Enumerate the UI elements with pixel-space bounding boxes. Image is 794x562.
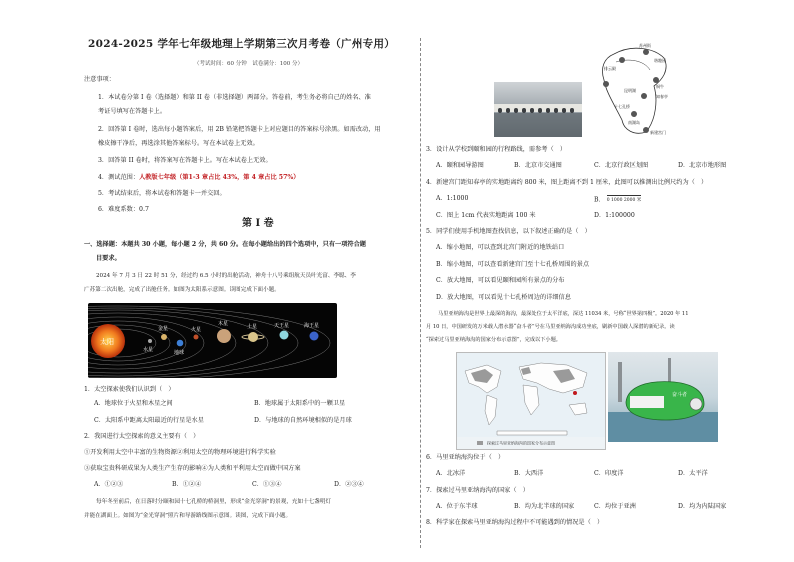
section-instruction: 一、选择题：本题共 30 小题，每小题 2 分，共 60 分。在每小题给出的四个选项中，只有一项符合题 <box>84 241 366 248</box>
note-line: 3．回答第 II 卷时，将答案写在答题卡上。写在本试卷上无效。 <box>98 157 272 164</box>
map-label: 铜牛 <box>656 84 664 89</box>
planet-label: 水星 <box>143 347 154 353</box>
option: C．图上 1cm 代表实地距离 100 米 <box>436 212 536 219</box>
earth-icon <box>177 340 184 347</box>
venus-icon <box>161 334 167 340</box>
note-line: 2．回答第 I 卷时，选出每小题答案后，用 2B 铅笔把答题卡上对应题目的答案标号涂黑。如需改动，用 <box>98 126 381 133</box>
option: C．均位于亚洲 <box>594 503 636 510</box>
option: C．北京行政区划图 <box>594 162 649 169</box>
section-instruction-cont: 目要求。 <box>96 255 121 262</box>
test-scope <box>98 174 299 182</box>
option: B．地球属于太阳系中的一颗卫星 <box>254 400 346 407</box>
mercury-icon <box>148 339 152 343</box>
legend-swatch <box>477 441 483 445</box>
section-heading: 第 I 卷 <box>242 218 274 229</box>
option: B．缩小地图，可以查看新建宫门至十七孔桥周围的景点 <box>436 261 590 268</box>
statement: ①开发利用太空中丰富的生物资源②利用太空的物理环境进行科学实验 <box>84 449 276 456</box>
planet-label: 天王星 <box>274 323 290 329</box>
passage-3-cont: 月 10 日，中国研发的万米载人潜水器“奋斗者”号在马里亚纳海沟成功坐底，刷新中国载人深潜的新纪录。读 <box>426 324 675 330</box>
planet-label: 地球 <box>174 350 185 356</box>
note-line: 5．考试结束后，将本试卷和答题卡一并交回。 <box>98 190 226 197</box>
question: 5．同学们使用手机地图查找信息，以下叙述正确的是（ ） <box>426 228 591 235</box>
passage-2-cont: 并能在湖面上。如图为“金光穿洞”照片和导游路线图示意图。读图，完成下面小题。 <box>84 513 292 519</box>
map-label: 昆明湖 <box>624 88 636 93</box>
option-b-label: B． <box>594 196 605 204</box>
note-line: 考证号填写在答题卡上。 <box>98 108 167 115</box>
option: A．北冰洋 <box>436 470 466 477</box>
option: C．放大地图，可以看见颐和园所有景点的分布 <box>436 277 565 284</box>
question: 1．太空探索使我们认识到（ ） <box>84 386 175 393</box>
right-column <box>426 0 766 562</box>
solar-system-figure <box>88 303 337 378</box>
exam-subtitle: （考试时间：60 分钟 试卷满分：100 分） <box>194 61 303 67</box>
question: 6．马里亚纳海沟位于（ ） <box>426 454 505 461</box>
test-scope-range: 人教版七年级（第1-3 章占比 43%，第 4 章占比 57%） <box>139 174 300 181</box>
question: 2．我国进行太空探索的意义主要有（ ） <box>84 433 200 440</box>
question: 7．探索过马里亚纳海沟的国家（ ） <box>426 487 529 494</box>
option: D．与地球的自然环境相似的是月球 <box>254 417 352 424</box>
map-label: 新建宫门 <box>650 130 666 135</box>
planet-label: 木星 <box>218 321 229 327</box>
submersible-photo <box>608 352 718 442</box>
scale-bar-icon: 0 1000 2000 米 <box>607 195 642 205</box>
planet-label: 金星 <box>158 326 169 332</box>
passage-1: 2024 年 7 月 3 日 22 时 51 分，经过约 6.5 小时的出舱活动，神舟十八号乘组航天员叶光富、李聪、李 <box>96 273 356 279</box>
option: D．北京市地形图 <box>678 162 727 169</box>
test-scope-prefix: 4．测试范围： <box>98 174 140 181</box>
option: C．印度洋 <box>594 470 624 477</box>
sun-label: 太阳 <box>100 338 114 346</box>
statement: ③获取宝贵科研成果为人类生产生存的影响④为人类和平利用太空而做中国方案 <box>84 465 301 472</box>
option: B．均为北半球的国家 <box>514 503 575 510</box>
passage-3: 马里亚纳海沟是世界上最深的海沟，最深处位于太平洋底，深达 11034 米，号称“世界第四极”。2020 年 11 <box>438 311 689 317</box>
option: B．北京市交通图 <box>514 162 562 169</box>
note-line: 1．本试卷分第 I 卷（选择题）和第 II 卷（非选择题）两部分。答卷前，考生务必将自己的姓名、准 <box>98 94 371 101</box>
option: B．大西洋 <box>514 470 544 477</box>
submersible-icon <box>608 352 718 442</box>
neptune-icon <box>310 332 319 341</box>
world-map <box>456 352 606 450</box>
map-label: 知春亭 <box>656 94 668 99</box>
jupiter-icon <box>217 329 231 343</box>
passage-1-cont: 广苏第二次出舱，完成了出舱任务。如图为太阳系示意图。读图完成下面小题。 <box>84 287 280 293</box>
saturn-icon <box>248 332 258 342</box>
notes-heading: 注意事项： <box>84 76 115 83</box>
exam-title: 2024-2025 学年七年级地理上学期第三次月考卷（广州专用） <box>88 38 396 50</box>
planet-label: 火星 <box>191 327 202 333</box>
option: D．太平洋 <box>678 470 708 477</box>
passage-3-cont: “探索过马里亚纳海沟的国家分布示意图”，完成以下小题。 <box>426 337 561 343</box>
option: A．缩小地图，可以查到北宫门附近的地铁站口 <box>436 244 565 251</box>
note-line: 橡皮擦干净后，再选涂其他答案标号。写在本试卷上无效。 <box>98 140 259 147</box>
question: 4．新建宫门距知春亭的实地距离约 800 米，图上距离不到 1 厘米，此图可以推测出比例尺约为（ ） <box>426 179 708 186</box>
planet-label: 海王星 <box>304 323 320 329</box>
column-divider <box>420 38 421 548</box>
option <box>594 195 641 205</box>
mariana-trench-marker <box>573 391 577 395</box>
note-line: 6．难度系数：0.7 <box>98 206 149 213</box>
solar-system-svg <box>88 303 337 378</box>
question: 8．科学家在探索马里亚纳海沟过程中不可能遇到的情况是（ ） <box>426 519 604 526</box>
option: D．②③④ <box>334 481 364 488</box>
map-legend: 探索过马里亚纳海沟的国家分布示意图 <box>487 440 555 446</box>
map-label: 十七孔桥 <box>614 104 630 109</box>
passage-2: 每年冬至前后，在日落时分颐和园十七孔桥的桥洞里，形成“金光穿洞”的景观，充如十七盏明灯 <box>96 499 332 505</box>
question: 3．设计从学校到颐和园的行程路线，需参考（ ） <box>426 146 567 153</box>
option: A．颐和园导游图 <box>436 162 484 169</box>
map-label: 苏州街 <box>639 43 651 48</box>
map-label: 排云殿 <box>604 66 616 71</box>
option: A．1:1000 <box>436 195 469 202</box>
planet-label: 土星 <box>247 324 258 330</box>
map-label: 南湖岛 <box>628 120 640 125</box>
map-label: 谐趣园 <box>654 58 666 63</box>
option: C．太阳系中距离太阳最近的行星是水星 <box>94 417 204 424</box>
uranus-icon <box>280 331 289 340</box>
option: A．①②③ <box>94 481 124 488</box>
option: D．均为内陆国家 <box>678 503 727 510</box>
option: D．1:100000 <box>594 212 635 219</box>
world-map-svg <box>457 353 605 449</box>
option: A．位于东半球 <box>436 503 478 510</box>
submersible-label: 奋斗者 <box>672 392 688 398</box>
option: C．①③④ <box>252 481 282 488</box>
left-column <box>84 0 416 562</box>
mars-icon <box>194 335 199 340</box>
option: B．①②④ <box>172 481 202 488</box>
option: D．放大地图，可以看见十七孔桥周边的详细信息 <box>436 294 571 301</box>
option: A．地球位于火星和木星之间 <box>94 400 173 407</box>
